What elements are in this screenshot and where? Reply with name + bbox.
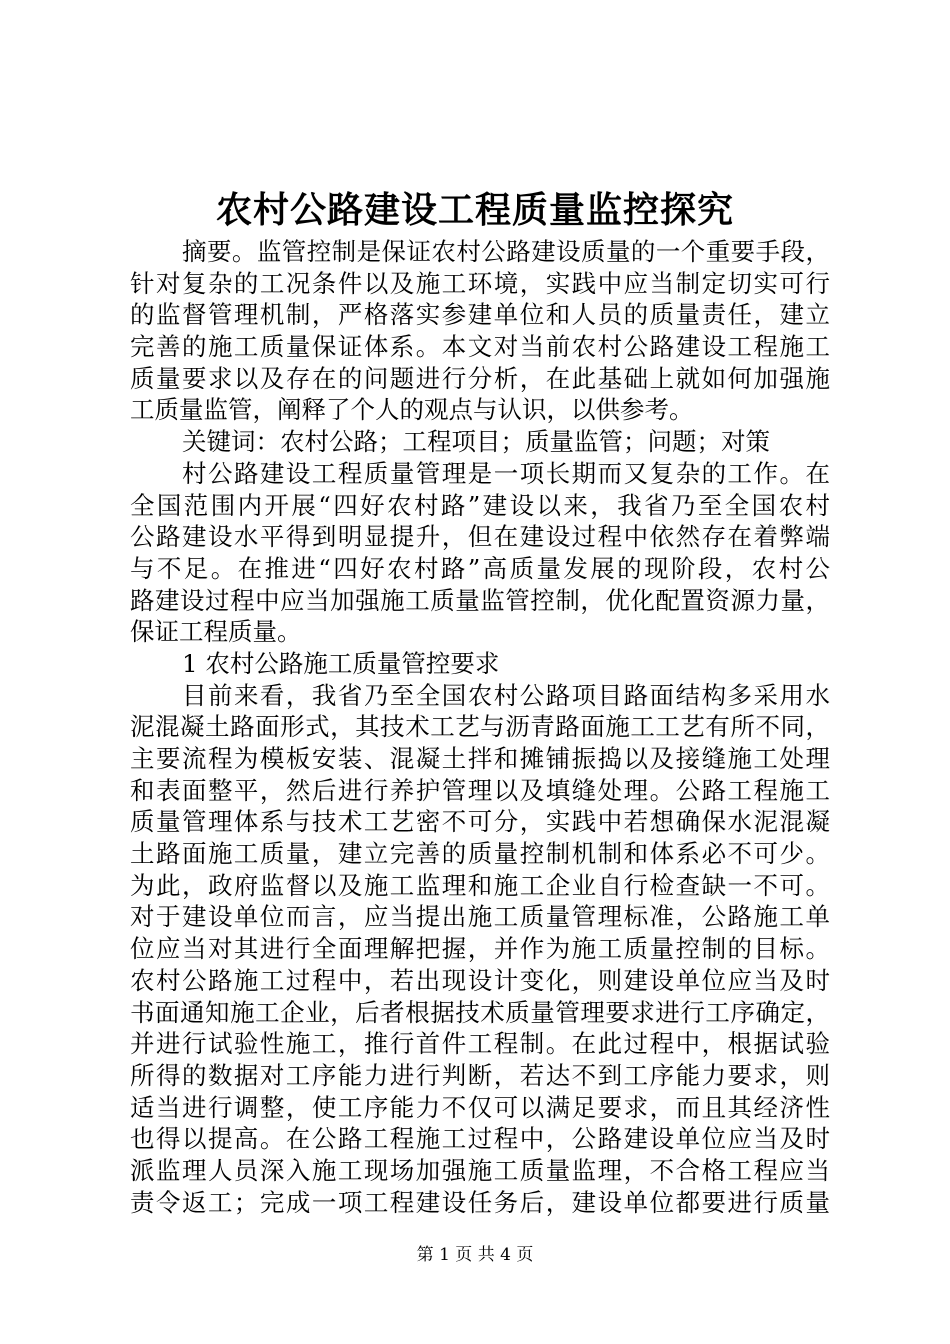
text-line: 和表面整平，然后进行养护管理以及填缝处理。公路工程施工 [130, 775, 830, 805]
text-line: 主要流程为模板安装、混凝土拌和摊铺振捣以及接缝施工处理 [130, 744, 830, 773]
text-line: 公路建设水平得到明显提升，但在建设过程中依然存在着弊端 [130, 522, 830, 552]
text-line: 书面通知施工企业，后者根据技术质量管理要求进行工序确定， [130, 997, 830, 1027]
document-title: 农村公路建设工程质量监控探究 [215, 189, 734, 231]
text-line: 路建设过程中应当加强施工质量监管控制，优化配置资源力量， [130, 585, 830, 615]
text-line: 农村公路施工过程中，若出现设计变化，则建设单位应当及时 [130, 965, 830, 995]
text-line: 派监理人员深入施工现场加强施工质量监理，不合格工程应当 [130, 1155, 830, 1185]
text-line: 保证工程质量。 [130, 617, 302, 647]
text-line: 所得的数据对工序能力进行判断，若达不到工序能力要求，则 [130, 1060, 830, 1090]
text-line: 位应当对其进行全面理解把握，并作为施工质量控制的目标。 [130, 934, 830, 964]
section-heading-line: 关键词：农村公路；工程项目；质量监管；问题；对策 [182, 427, 770, 457]
text-line: 的监督管理机制，严格落实参建单位和人员的质量责任，建立 [130, 300, 830, 330]
text-line: 与不足。在推进“四好农村路”高质量发展的现阶段，农村公 [130, 553, 830, 583]
text-line: 摘要。监管控制是保证农村公路建设质量的一个重要手段， [182, 237, 830, 266]
text-line: 完善的施工质量保证体系。本文对当前农村公路建设工程施工 [130, 332, 830, 362]
text-line: 并进行试验性施工，推行首件工程制。在此过程中，根据试验 [130, 1029, 830, 1059]
text-line: 对于建设单位而言，应当提出施工质量管理标准，公路施工单 [130, 902, 830, 932]
text-line: 村公路建设工程质量管理是一项长期而又复杂的工作。在 [182, 458, 830, 488]
text-line: 针对复杂的工况条件以及施工环境，实践中应当制定切实可行 [130, 268, 830, 298]
text-line: 全国范围内开展“四好农村路”建设以来，我省乃至全国农村 [130, 490, 830, 520]
text-line: 目前来看，我省乃至全国农村公路项目路面结构多采用水 [182, 680, 830, 710]
text-line: 为此，政府监督以及施工监理和施工企业自行检查缺一不可。 [130, 870, 830, 900]
text-line: 适当进行调整，使工序能力不仅可以满足要求，而且其经济性 [130, 1092, 830, 1122]
section-heading-line: 1 农村公路施工质量管控要求 [182, 648, 500, 678]
text-line: 质量管理体系与技术工艺密不可分，实践中若想确保水泥混凝 [130, 807, 830, 837]
text-line: 工质量监管，阐释了个人的观点与认识，以供参考。 [130, 395, 694, 425]
text-line: 也得以提高。在公路工程施工过程中，公路建设单位应当及时 [130, 1124, 830, 1154]
text-line: 质量要求以及存在的问题进行分析，在此基础上就如何加强施 [130, 363, 830, 393]
text-line: 责令返工；完成一项工程建设任务后，建设单位都要进行质量 [130, 1187, 830, 1217]
text-line: 土路面施工质量，建立完善的质量控制机制和体系必不可少。 [130, 839, 830, 869]
text-line: 泥混凝土路面形式，其技术工艺与沥青路面施工工艺有所不同， [130, 712, 830, 742]
page-footer: 第 1 页 共 4 页 [416, 1245, 534, 1265]
document-body [130, 236, 830, 1218]
